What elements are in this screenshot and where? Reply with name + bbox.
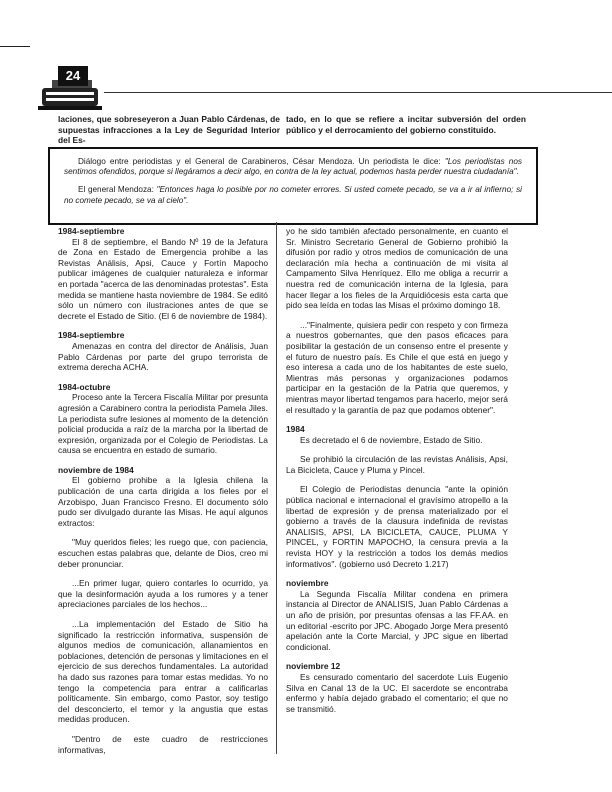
left-column <box>58 226 268 755</box>
paragraph: El 8 de septiembre, el Bando Nº 19 de la Jefatura de Zona en Estado de Emergencia prohibe a las Revistas Análisis, Apsi, Cauce y Fortín Mapocho publicar imágenes de cualquier naturaleza e informar en portada "acerca de las denominadas protestas". Esta medida se mantiene hasta noviembre de 1984. Se editó sólo un número con ilustraciones antes de que se decrete el Estado de Sitio. (El 6 de noviembre de 1984). <box>58 236 269 321</box>
continuation-left: laciones, que sobreseyeron a Juan Pablo Cárdenas, de supuestas infracciones a la Ley de Seguridad Interior del Es- <box>58 114 280 146</box>
paragraph: El gobierno prohibe a la Iglesia chilena la publicación de una carta dirigida a los fieles por el Arzobispo, Juan Francisco Fresno. El documento sólo pudo ser divulgado durante las Misas. He aquí algunos extractos: <box>58 475 268 528</box>
quote-paragraph: ...La implementación del Estado de Sitio ha significado la restricción informativa, suspensión de algunos medios de comunicación, allanamientos en poblaciones, detención de personas y limitaciones en el ejercicio de sus derechos fundamentales. La autoridad ha dado sus razones para tomar estas medidas. Yo no tengo la competencia para entrar a calificarlas políticamente. Sin embargo, como Pastor, soy testigo del desconcierto, el temor y la angustia que estas medidas producen. <box>58 619 268 725</box>
header-rule-left <box>0 46 30 47</box>
right-column <box>286 226 508 714</box>
dialog-box <box>48 147 538 225</box>
paragraph: Amenazas en contra del director de Análisis, Juan Pablo Cárdenas por parte del grupo terrorista de extrema derecha ACHA. <box>58 340 268 373</box>
section-heading: 1984-octubre <box>58 381 111 392</box>
dialog-paragraph-1 <box>64 157 522 177</box>
dialog-quote-1: "Los periodistas nos sentimos ofendidos, porque si llegáramos a decir algo, en contra de la ley actual, podemos hasta perder nuestra ciudadanía". <box>64 157 523 177</box>
paragraph: Es decretado el 6 de noviembre, Estado de Sitio. <box>300 434 483 445</box>
dialog-paragraph-2 <box>64 185 522 205</box>
continuation-right: tado, en lo que se refiere a incitar subversión del orden público y el derrocamiento del gobierno constituido. <box>286 114 526 135</box>
quote-paragraph: ..."Finalmente, quisiera pedir con respeto y con firmeza a nuestros gobernantes, que den pasos eficaces para posibilitar la gestación de un consenso entre el presente y el futuro de nuestro país. Es Chile el que está en juego y eso interesa a cada uno de los habitantes de este suelo, Mientras más personas y organizaciones podamos participar en la gestación de la Patria que queremos, y mientras mayor libertad tengamos para hacerlo, mejor será el resultado y la garantía de paz que podamos obtener". <box>286 319 508 415</box>
dialog-quote-2: "Entonces haga lo posible por no cometer errores. Si usted comete pecado, se va a ir al infierno; si no comete pecado, se va al cielo". <box>64 185 522 205</box>
dialog-intro-2: El general Mendoza: <box>78 185 157 195</box>
section-heading: noviembre 12 <box>286 661 341 672</box>
dialog-intro: Diálogo entre periodistas y el General de Carabineros, César Mendoza. Un periodista le dice: <box>78 157 445 166</box>
quote-paragraph: "Muy queridos fieles; les ruego que, con paciencia, escuchen estas palabras que, delante de Dios, creo mi deber pronunciar. <box>58 537 268 569</box>
section-heading: 1984-septiembre <box>58 226 125 236</box>
quote-paragraph: "Dentro de este cuadro de restricciones informativas, <box>58 733 268 755</box>
paragraph: El Colegio de Periodistas denuncia "ante la opinión pública nacional e internacional el gravísimo atropello a la libertad de expresión y de prensa materializado por el gobierno a través de la clausura indefinida de revistas ANALISIS, APSI, LA BICICLETA, CAUCE, PLUMA Y PINCEL, y FORTIN MAPOCHO, la censura previa a la revista HOY y la restricción a todos los demás medios informativos". (gobierno usó Decreto 1.217) <box>286 484 508 569</box>
paragraph: Proceso ante la Tercera Fiscalía Militar por presunta agresión a Carabinero contra la periodista Pamela Jiles. La periodista sufre lesiones al momento de la detención policial producida a raíz de la marcha por la libertad de expresión, organizada por el Colegio de Periodistas. La causa se encuentra en estado de sumario. <box>58 392 268 456</box>
column-divider <box>276 222 277 754</box>
top-left-text <box>58 114 280 146</box>
top-right-text <box>286 114 526 135</box>
paragraph: Es censurado comentario del sacerdote Luis Eugenio Silva en Canal 13 de la UC. El sacerdote se encontraba enfermo y había dejado grabado el comentario; el que no se transmitió. <box>286 671 508 714</box>
section-heading: 1984-septiembre <box>58 330 125 341</box>
paragraph: La Segunda Fiscalía Militar condena en primera instancia al Director de ANALISIS, Juan Pablo Cárdenas a un año de prisión, por presuntas ofensas a las FF.AA. en un editorial -escrito por JPC. Abogado Jorge Mera presentó apelación ante la Corte Marcial, y JPC sigue en libertad condicional. <box>286 588 508 652</box>
section-heading: noviembre <box>286 578 329 589</box>
quote-paragraph: ...En primer lugar, quiero contarles lo ocurrido, ya que la desinformación ayuda a los rumores y a tener apreciaciones parciales de los hechos... <box>58 578 268 610</box>
page-number: 24 <box>58 66 88 86</box>
section-heading: noviembre de 1984 <box>58 464 134 475</box>
header-rule-right <box>104 92 612 93</box>
paragraph: Se prohibió la circulación de las revistas Análisis, Apsi, La Bicicleta, Cauce y Pluma y Pincel. <box>286 454 508 475</box>
section-heading: 1984 <box>286 424 305 435</box>
paragraph: yo he sido también afectado personalmente, en cuanto el Sr. Ministro Secretario General de Gobierno prohibió la difusión por radio y otros medios de comunicación de una declaración mía hecha a continuación de mi visita al Campamento Silva Henríquez. Ello me obliga a recurrir a nuestra red de comunicación interna de la Iglesia, para hacer llegar a los fieles de la Arquidiócesis esta carta que pido sea leída en todas las Misas el próximo domingo 18. <box>286 226 508 311</box>
